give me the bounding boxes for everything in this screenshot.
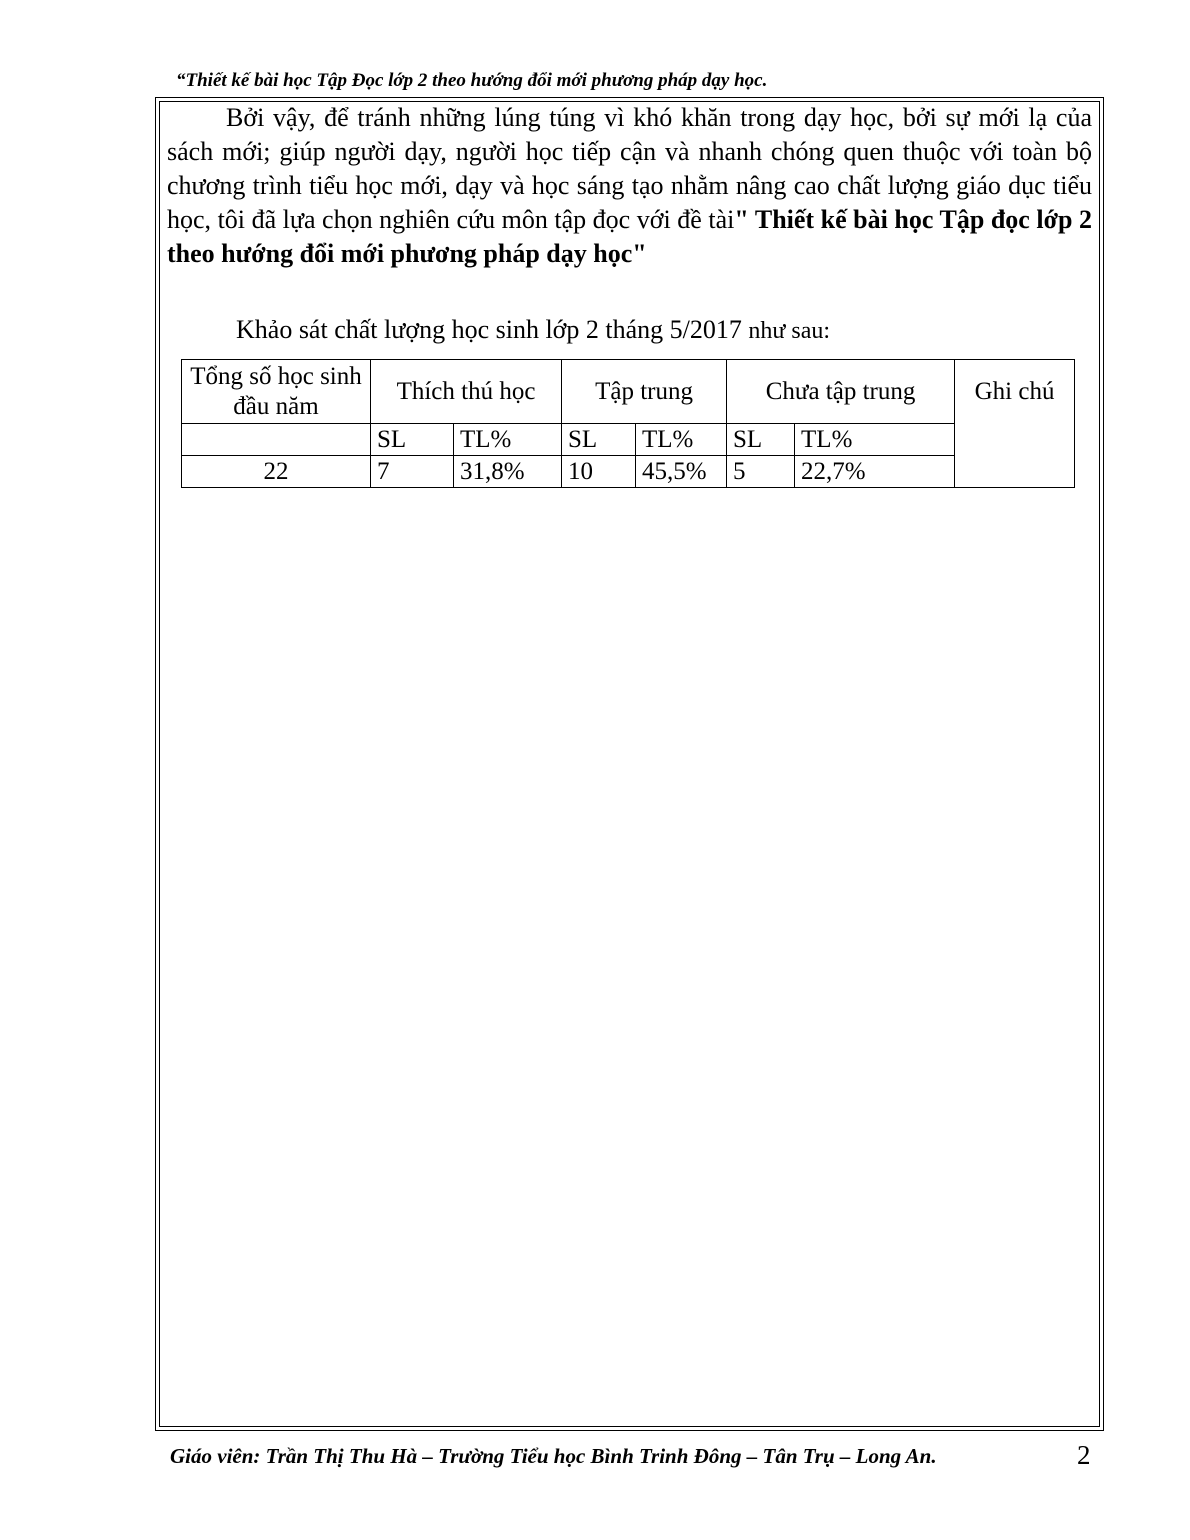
page-footer: Giáo viên: Trần Thị Thu Hà – Trường Tiểu học Bình Trinh Đông – Tân Trụ – Long An. — [170, 1444, 937, 1468]
survey-intro-text: Khảo sát chất lượng học sinh lớp 2 tháng 5/2017 — [236, 315, 742, 344]
subheader-tl: TL% — [795, 424, 955, 456]
survey-intro — [236, 313, 830, 348]
thesis-title: " Thiết kế bài học Tập đọc lớp 2 theo hướng đổi mới phương pháp dạy học" — [167, 205, 1092, 268]
header-not-focused: Chưa tập trung — [727, 360, 955, 424]
header-interested: Thích thú học — [371, 360, 562, 424]
subheader-tl: TL% — [454, 424, 562, 456]
header-total: Tổng số học sinh đầu năm — [182, 360, 371, 424]
page-header: “Thiết kế bài học Tập Đọc lớp 2 theo hướng đổi mới phương pháp dạy học. — [176, 70, 768, 91]
cell-not-focused-tl: 22,7% — [795, 456, 955, 488]
page-number: 2 — [1077, 1440, 1091, 1470]
cell-focused-sl: 10 — [562, 456, 636, 488]
cell-not-focused-sl: 5 — [727, 456, 795, 488]
cell-interested-sl: 7 — [371, 456, 454, 488]
page-border — [155, 97, 1104, 1431]
table-subheader-row — [182, 424, 1075, 456]
subheader-empty — [182, 424, 371, 456]
subheader-sl: SL — [727, 424, 795, 456]
survey-intro-tail: như sau: — [748, 318, 831, 344]
table-row — [182, 456, 1075, 488]
body-paragraph — [167, 101, 1092, 271]
survey-table — [181, 359, 1075, 488]
subheader-sl: SL — [371, 424, 454, 456]
cell-focused-tl: 45,5% — [636, 456, 727, 488]
paragraph-text: Bởi vậy, để tránh những lúng túng vì khó khăn trong dạy học, bởi sự mới lạ của sách mới; giúp người dạy, người học tiếp cận và nhanh chóng quen thuộc với toàn bộ chương trình tiểu học mới, dạy và học sáng tạo nhằm nâng cao chất lượng giáo dục tiểu học, tôi đã lựa chọn nghiên cứu môn tập đọc với đề tài — [167, 103, 1092, 234]
header-focused: Tập trung — [562, 360, 727, 424]
table-header-row — [182, 360, 1075, 424]
header-note: Ghi chú — [955, 360, 1075, 488]
page-border-inner — [159, 101, 1100, 1427]
subheader-tl: TL% — [636, 424, 727, 456]
subheader-sl: SL — [562, 424, 636, 456]
cell-total: 22 — [182, 456, 371, 488]
cell-interested-tl: 31,8% — [454, 456, 562, 488]
